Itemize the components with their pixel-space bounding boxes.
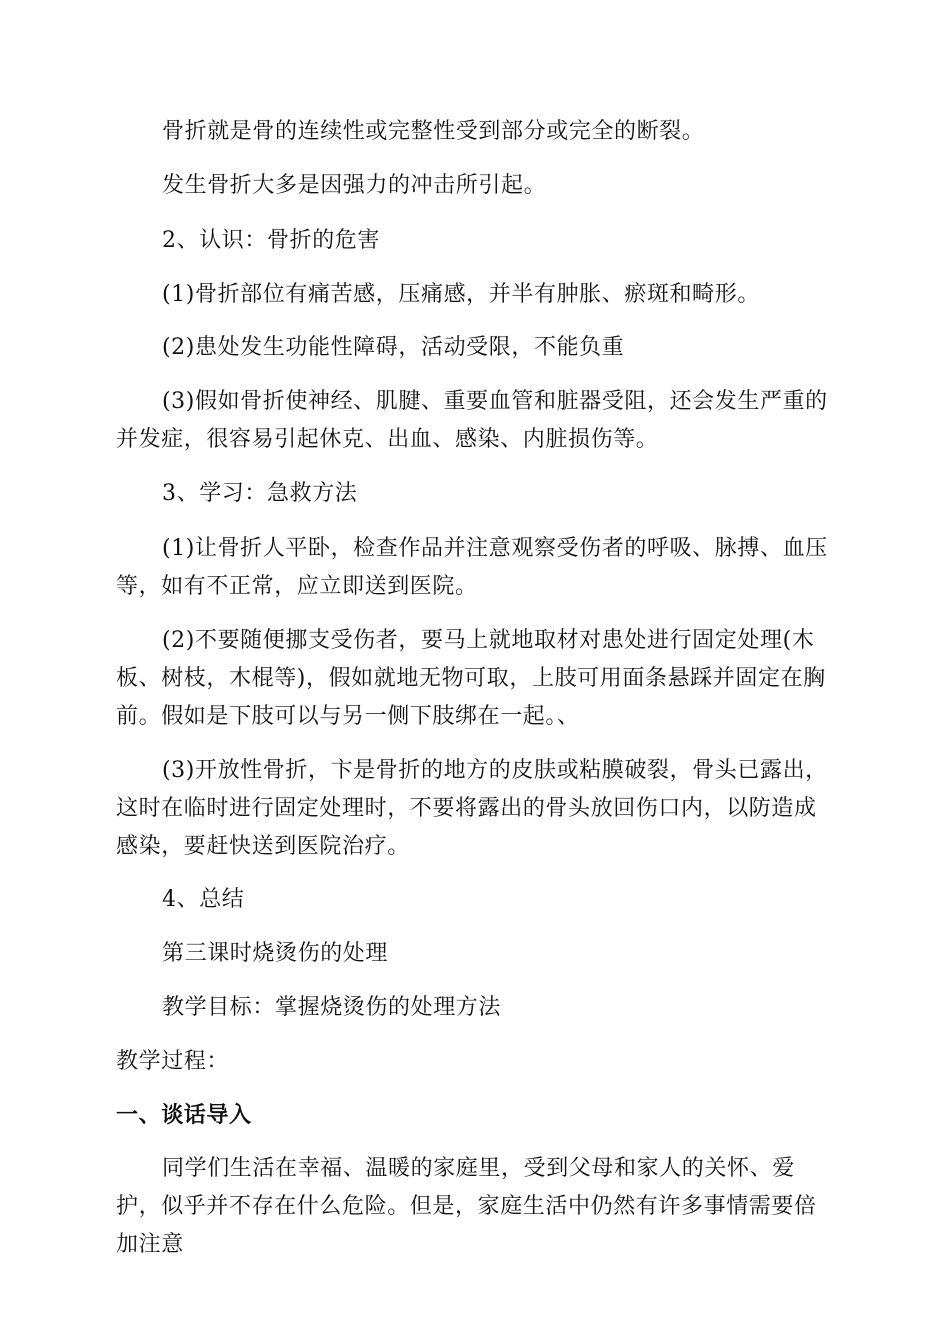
section-heading-first-aid: 3、学习：急救方法: [162, 481, 358, 506]
section-heading-summary: 4、总结: [162, 887, 245, 912]
teaching-objective: 教学目标：掌握烧烫伤的处理方法: [162, 995, 502, 1020]
paragraph-introduction: 同学们生活在幸福、温暖的家庭里，受到父母和家人的关怀、爱护，似乎并不存在什么危险。但是，家庭生活中仍然有许多事情需要倍加注意: [116, 1156, 817, 1257]
paragraph-fracture-definition: 骨折就是骨的连续性或完整性受到部分或完全的断裂。: [162, 119, 705, 144]
list-item-harm-2: (2)患处发生功能性障碍，活动受限，不能负重: [162, 335, 625, 360]
list-item-first-aid-1: (1)让骨折人平卧，检查作品并注意观察受伤者的呼吸、脉搏、血压等，如有不正常，应立即送到医院。: [116, 536, 828, 599]
paragraph-fracture-cause: 发生骨折大多是因强力的冲击所引起。: [162, 173, 547, 198]
list-item-harm-3: (3)假如骨折使神经、肌腱、重要血管和脏器受阻，还会发生严重的并发症，很容易引起休克、出血、感染、内脏损伤等。: [116, 389, 828, 452]
teaching-process-label: 教学过程：: [116, 1049, 230, 1074]
section-heading-fracture-harm: 2、认识：骨折的危害: [162, 228, 380, 253]
list-item-first-aid-2: (2)不要随便挪支受伤者，要马上就地取材对患处进行固定处理(木板、树枝，木棍等)，假如就地无物可取，上肢可用面条悬踩并固定在胸前。假如是下肢可以与另一侧下肢绑在一起。、: [116, 628, 826, 729]
section-heading-introduction: 一、谈话导入: [116, 1103, 252, 1128]
list-item-harm-1: (1)骨折部位有痛苦感，压痛感，并半有肿胀、瘀斑和畸形。: [162, 282, 760, 307]
lesson-title-burns: 第三课时烧烫伤的处理: [162, 941, 389, 966]
list-item-first-aid-3: (3)开放性骨折，卞是骨折的地方的皮肤或粘膜破裂，骨头已露出，这时在临时进行固定处理时，不要将露出的骨头放回伤口内，以防造成感染，要赶快送到医院治疗。: [116, 758, 828, 859]
